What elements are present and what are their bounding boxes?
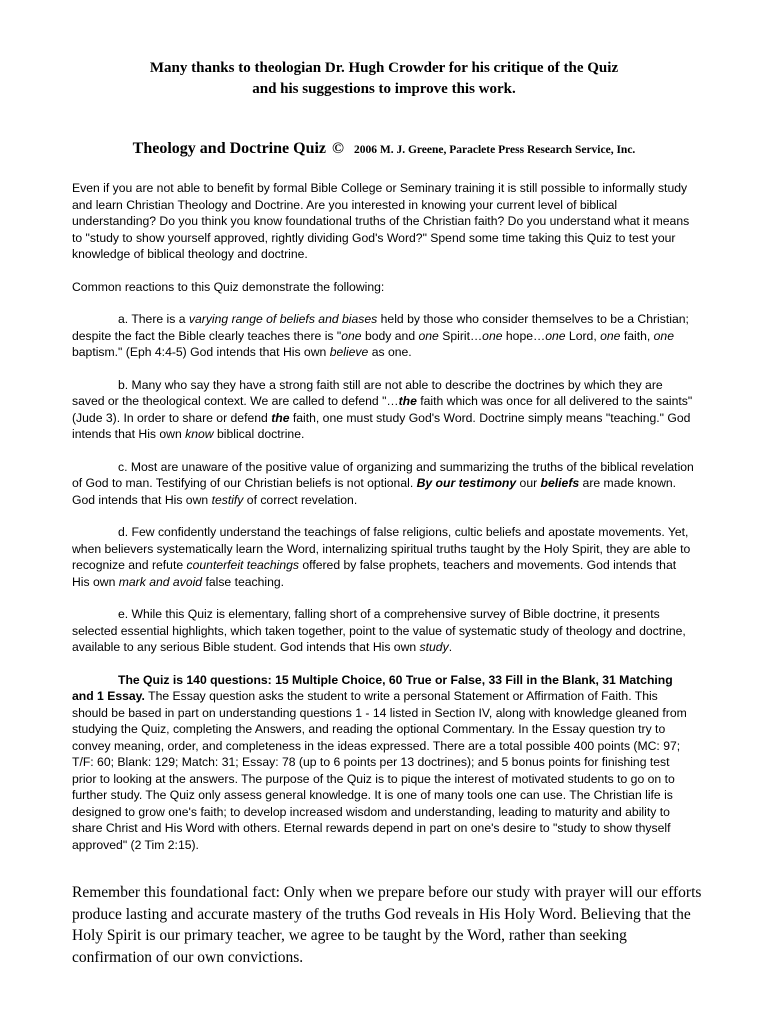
point-d-paragraph: d. Few confidently understand the teachings of false religions, cultic beliefs and apostate movements. Yet, when believers systematically learn the Word, internalizing spiritual truths taught by the Holy Spirit, they are able to recognize and refute counterfeit teachings offered by false prophets, teachers and movements. God intends that His own mark and avoid false teaching. xyxy=(72,525,691,589)
closing-paragraph: Remember this foundational fact: Only when we prepare before our study with prayer will our efforts produce lasting and accurate mastery of the truths God reveals in His Holy Word. Believing that the Holy Spirit is our primary teacher, we agree to be taught by the Word, rather than seeking confirmation of our own convictions. xyxy=(72,884,702,966)
acknowledgement-line-2: and his suggestions to improve this work. xyxy=(252,81,516,97)
copyright-symbol: © xyxy=(332,140,344,157)
quiz-title-main: Theology and Doctrine Quiz xyxy=(132,140,327,157)
quiz-info-summary: The Quiz is 140 questions: 15 Multiple Choice, 60 True or False, 33 Fill in the Blank, 31 Matching and 1 Essay. xyxy=(72,672,673,703)
point-b-paragraph: b. Many who say they have a strong faith still are not able to describe the doctrines by which they are saved or the theological context. We are called to defend "…the faith which was once for all delivered to the saints" (Jude 3). In order to share or defend the faith, one must study God's Word. Doctrine simply means "teaching." God intends that His own know biblical doctrine. xyxy=(72,377,693,441)
quiz-title-credit: 2006 M. J. Greene, Paraclete Press Research Service, Inc. xyxy=(353,144,636,156)
reactions-lead-paragraph: Common reactions to this Quiz demonstrate the following: xyxy=(72,279,385,294)
acknowledgement-heading xyxy=(60,58,708,100)
acknowledgement-line-1: Many thanks to theologian Dr. Hugh Crowder for his critique of the Quiz xyxy=(149,60,619,76)
point-c-paragraph: c. Most are unaware of the positive value of organizing and summarizing the truths of the biblical revelation of God to man. Testifying of our Christian beliefs is not optional. By our testimony our beliefs are made known. God intends that His own testify of correct revelation. xyxy=(72,459,694,507)
quiz-info-paragraph xyxy=(72,672,694,854)
quiz-title xyxy=(60,140,708,158)
point-a-paragraph: a. There is a varying range of beliefs and biases held by those who consider themselves to be a Christian; despite the fact the Bible clearly teaches there is "one body and one Spirit…one hope…one Lord, one faith, one baptism." (Eph 4:4-5) God intends that His own believe as one. xyxy=(72,312,689,359)
point-e-paragraph: e. While this Quiz is elementary, falling short of a comprehensive survey of Bible doctrine, it presents selected essential highlights, which taken together, point to the value of systematic study of theology and doctrine, available to any serious Bible student. God intends that His own study. xyxy=(72,607,686,654)
document-body xyxy=(72,180,694,869)
quiz-info-details: The Essay question asks the student to write a personal Statement or Affirmation of Faith. This should be based in part on understanding questions 1 - 14 listed in Section IV, along with knowledge gleaned from studying the Quiz, completing the Answers, and reading the optional Commentary. In the Essay question try to convey meaning, order, and completeness in the ideas expressed. There are a total possible 400 points (MC: 97; T/F: 60; Blank: 129; Match: 31; Essay: 78 (up to 6 points per 13 doctrines); and 5 bonus points for finishing test prior to looking at the answers. The purpose of the Quiz is to pique the interest of motivated students to go on to further study. The Quiz only assess general knowledge. It is one of many tools one can use. The Christian life is designed to grow one's faith; to develop increased wisdom and understanding, leading to maturity and ability to share Christ and His Word with others. Eternal rewards depend in part on one's desire to "study to show thyself approved" (2 Tim 2:15). xyxy=(72,689,687,852)
intro-paragraph: Even if you are not able to benefit by formal Bible College or Seminary training it is still possible to informally study and learn Christian Theology and Doctrine. Are you interested in knowing your current level of biblical understanding? Do you think you know foundational truths of the Christian faith? Do you understand what it means to "study to show yourself approved, rightly dividing God's Word?" Spend some time taking this Quiz to test your knowledge of biblical theology and doctrine. xyxy=(72,181,690,261)
